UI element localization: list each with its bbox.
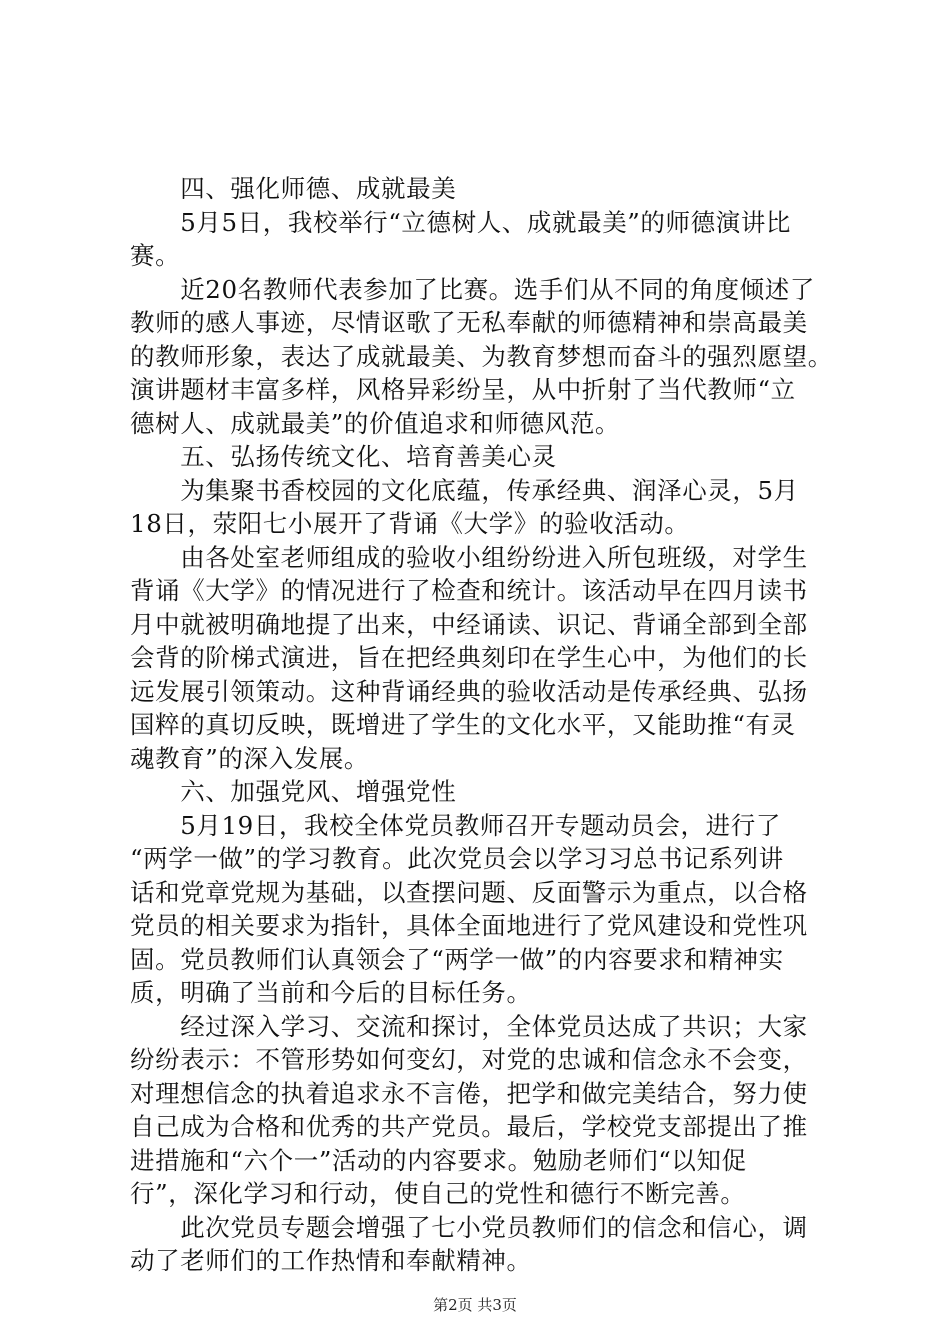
text-line: 五、弘扬传统文化、培育善美心灵: [130, 442, 557, 471]
text-line: 六、加强党风、增强党性: [130, 777, 457, 806]
text-line: 背诵《大学》的情况进行了检查和统计。该活动早在四月读书: [130, 576, 808, 605]
text-line: 德树人、成就最美”的价值追求和师德风范。: [130, 408, 621, 438]
text-line: 的教师形象，表达了成就最美、为教育梦想而奋斗的强烈愿望。: [130, 341, 833, 371]
text-line: 质，明确了当前和今后的目标任务。: [130, 978, 532, 1007]
text-line: 此次党员专题会增强了七小党员教师们的信念和信心，调: [130, 1212, 808, 1242]
text-line: 教师的感人事迹，尽情讴歌了无私奉献的师德精神和崇高最美: [130, 308, 808, 337]
text-line: 进措施和“六个一”活动的内容要求。勉励老师们“以知促: [130, 1145, 747, 1175]
text-line: 5月19日，我校全体党员教师召开专题动员会，进行了: [130, 810, 781, 840]
text-line: “两学一做”的学习教育。此次党员会以学习习总书记系列讲: [130, 844, 784, 873]
text-line: 自己成为合格和优秀的共产党员。最后，学校党支部提出了推: [130, 1112, 808, 1141]
text-line: 话和党章党规为基础，以查摆问题、反面警示为重点，以合格: [130, 877, 808, 907]
text-line: 动了老师们的工作热情和奉献精神。: [130, 1246, 532, 1275]
text-line: 魂教育”的深入发展。: [130, 743, 370, 773]
text-line: 四、强化师德、成就最美: [130, 174, 457, 203]
text-line: 5月5日，我校举行“立德树人、成就最美”的师德演讲比: [130, 207, 792, 237]
text-line: 固。党员教师们认真领会了“两学一做”的内容要求和精神实: [130, 944, 784, 974]
text-line: 党员的相关要求为指针，具体全面地进行了党风建设和党性巩: [130, 911, 808, 940]
text-line: 对理想信念的执着追求永不言倦，把学和做完美结合，努力使: [130, 1078, 808, 1108]
page-footer: 第2页 共3页: [433, 1296, 517, 1314]
text-line: 由各处室老师组成的验收小组纷纷进入所包班级，对学生: [130, 542, 808, 572]
text-line: 为集聚书香校园的文化底蕴，传承经典、润泽心灵，5月: [130, 475, 799, 505]
text-line: 月中就被明确地提了出来，中经诵读、识记、背诵全部到全部: [130, 609, 808, 639]
text-line: 18日，荥阳七小展开了背诵《大学》的验收活动。: [130, 509, 690, 538]
text-line: 会背的阶梯式演进，旨在把经典刻印在学生心中，为他们的长: [130, 643, 808, 672]
text-line: 国粹的真切反映，既增进了学生的文化水平，又能助推“有灵: [130, 710, 796, 739]
text-line: 远发展引领策动。这种背诵经典的验收活动是传承经典、弘扬: [130, 676, 808, 706]
document-body: [130, 172, 835, 1278]
text-line: 赛。: [130, 241, 181, 270]
text-line: 行”，深化学习和行动，使自己的党性和德行不断完善。: [130, 1179, 746, 1208]
text-line: 纷纷表示：不管形势如何变幻，对党的忠诚和信念永不会变，: [130, 1045, 808, 1074]
text-line: 近20名教师代表参加了比赛。选手们从不同的角度倾述了: [130, 274, 815, 304]
text-line: 经过深入学习、交流和探讨，全体党员达成了共识；大家: [130, 1011, 808, 1041]
text-line: 演讲题材丰富多样，风格异彩纷呈，从中折射了当代教师“立: [130, 375, 796, 404]
